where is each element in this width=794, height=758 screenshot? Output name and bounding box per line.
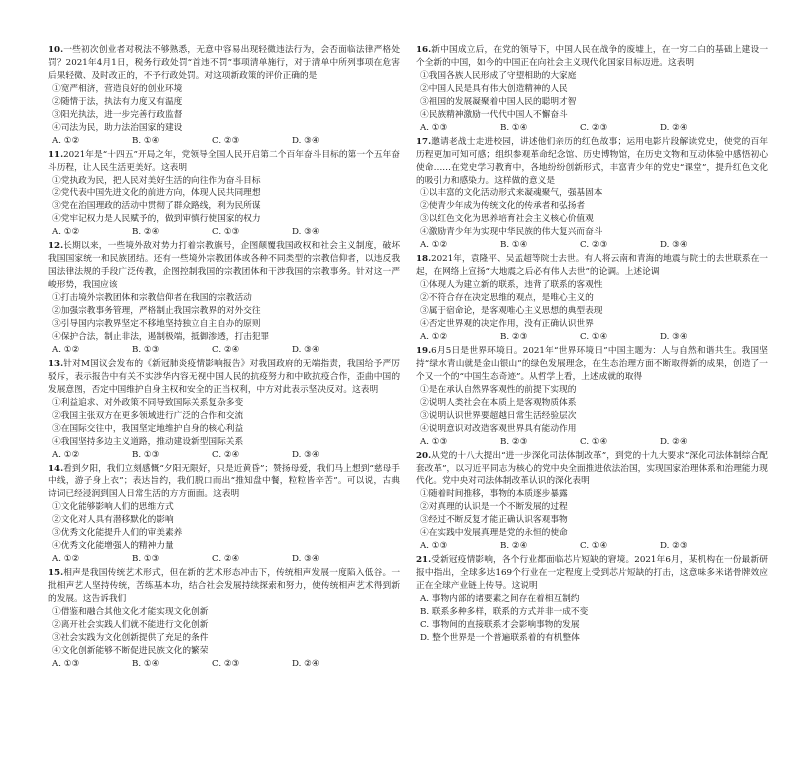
statement-option: ③以红色文化为思养培育社会主义核心价值观 xyxy=(420,214,594,225)
answer-choices xyxy=(52,344,400,357)
question-stem xyxy=(416,253,768,279)
statement-option: ④司法为民，助力法治国家的建设 xyxy=(52,122,183,133)
answer-choice: A. ①② xyxy=(52,554,80,565)
answer-choice: B. ①③ xyxy=(132,449,160,460)
answer-choices xyxy=(52,553,400,566)
statement-option: ④优秀文化能增强人的精神力量 xyxy=(52,541,174,552)
question-number: 18. xyxy=(416,254,432,265)
question-stem xyxy=(48,44,400,83)
answer-choice: B. ②④ xyxy=(500,541,528,552)
left-column xyxy=(48,44,400,672)
question-20 xyxy=(416,450,768,554)
question-number: 10. xyxy=(48,45,64,55)
answer-choice: D. ③④ xyxy=(292,449,320,460)
statement-option: ②党代表中国先进文化的前进方向，体现人民共同理想 xyxy=(52,188,261,199)
question-stem xyxy=(416,554,768,593)
question-number: 16. xyxy=(416,45,432,55)
question-number: 11. xyxy=(48,149,64,160)
answer-choice: A. ①② xyxy=(420,331,448,342)
question-18 xyxy=(416,253,768,344)
question-13 xyxy=(48,358,400,462)
statement-option: ④文化创新能够不断促进民族文化的繁荣 xyxy=(52,645,209,656)
answer-choices xyxy=(420,331,768,344)
statement-option: ②对真理的认识是一个不断发展的过程 xyxy=(420,502,568,513)
answer-choice: B. ②③ xyxy=(500,436,528,447)
question-stem xyxy=(416,44,768,70)
question-text: 相声是我国传统艺术形式，但在新的艺术形态冲击下，传统相声发展一度陷入低谷。一批相声艺人坚持传统，苦练基本功，结合社会发展持续探索和努力，使传统相声艺术得到新的发展。这告诉我们 xyxy=(48,568,400,605)
answer-choice: C. ②③ xyxy=(580,122,608,133)
statement-option: ②随情于法，执法有力度又有温度 xyxy=(52,96,183,107)
question-number: 14. xyxy=(48,463,64,474)
answer-choice: A. ①② xyxy=(420,240,448,251)
question-number: 15. xyxy=(48,568,64,579)
statement-option: ③优秀文化能提升人们的审美素养 xyxy=(52,528,183,539)
answer-choice: B. 联系多种多样，联系的方式并非一成不变 xyxy=(420,606,589,617)
answer-choice: C. ①③ xyxy=(212,227,240,238)
question-15 xyxy=(48,567,400,671)
statement-option: ①是在承认自然界客观性的前提下实现的 xyxy=(420,384,577,395)
answer-choice: D. ②④ xyxy=(660,122,688,133)
answer-choice: B. ②③ xyxy=(500,331,528,342)
question-stem xyxy=(48,149,400,175)
answer-choice: C. ②④ xyxy=(212,344,240,355)
statement-option: ①党执政为民，把人民对美好生活的向往作为奋斗目标 xyxy=(52,175,261,186)
answer-choice: D. ③④ xyxy=(660,240,688,251)
answer-choices xyxy=(420,540,768,553)
answer-choice: A. ①② xyxy=(52,344,80,355)
statement-option: ③祖国的发展凝聚着中国人民的聪明才智 xyxy=(420,96,577,107)
statement-option: ②不符合存在决定思维的观点，是唯心主义的 xyxy=(420,293,594,304)
answer-choice: B. ①③ xyxy=(132,344,160,355)
question-16 xyxy=(416,44,768,135)
statement-option: ③在国际交往中，我国坚定地维护自身的核心利益 xyxy=(52,423,244,434)
statement-option: ②我国主张双方在更多领域进行广泛的合作和交流 xyxy=(52,410,244,421)
question-text: 长期以来，一些境外敌对势力打着宗教旗号，企图颠覆我国政权和社会主义制度，破坏我国国家统一和民族团结。还有一些境外宗教团体或各种不同类型的宗教信仰者，以违反我国法律法规的手段广泛传教，企图控制我国的宗教团体和干涉我国的宗教事务。针对这一严峻形势，我国应该 xyxy=(48,241,400,291)
statement-option: ②文化对人具有潜移默化的影响 xyxy=(52,515,174,526)
answer-choice: C. ②③ xyxy=(212,135,240,146)
statement-option: ④我国坚持多边主义道路，推动建设新型国际关系 xyxy=(52,436,244,447)
question-stem xyxy=(48,463,400,502)
statement-option: ①宽严相济，营造良好的创业环境 xyxy=(52,83,183,94)
statement-option: ③社会实践为文化创新提供了充足的条件 xyxy=(52,632,209,643)
question-11 xyxy=(48,149,400,240)
answer-choice: C. 事物间的直接联系才会影响事物的发展 xyxy=(420,619,580,630)
statement-option: ④激励青少年为实现中华民族的伟大复兴而奋斗 xyxy=(420,227,603,238)
statement-option: ④说明意识对改造客观世界具有能动作用 xyxy=(420,423,577,434)
statement-option: ③引导国内宗教界坚定不移地坚持独立自主自办的原则 xyxy=(52,319,261,330)
answer-choice: B. ①③ xyxy=(132,554,160,565)
answer-choices xyxy=(52,226,400,239)
question-21 xyxy=(416,554,768,645)
statement-option: ③阳光执法，进一步完善行政监督 xyxy=(52,109,183,120)
question-text: 受新冠疫情影响，各个行业都面临芯片短缺的窘境。2021年6月，某机构在一份最新研报中指出，全球多达169个行业在一定程度上受到芯片短缺的打击，这意味多米诺骨牌效应正在全球产业链上传导。这说明 xyxy=(416,555,768,592)
answer-choice: C. ①④ xyxy=(580,331,608,342)
question-number: 19. xyxy=(416,345,432,356)
answer-choice: C. ①④ xyxy=(580,436,608,447)
answer-choice: C. ②④ xyxy=(212,554,240,565)
question-10 xyxy=(48,44,400,148)
answer-choice: D. ③④ xyxy=(292,554,320,565)
statement-option: ③属于宿命论，是客观唯心主义思想的典型表现 xyxy=(420,306,603,317)
question-text: 2021年是“十四五”开局之年，党领导全国人民开启第二个百年奋斗目标的第一个五年奋斗历程，让人民生活更美好。这表明 xyxy=(48,149,400,173)
question-stem xyxy=(416,136,768,188)
answer-choice: A. ①③ xyxy=(420,436,448,447)
answer-choice: B. ②④ xyxy=(132,227,160,238)
question-number: 20. xyxy=(416,450,432,461)
answer-choice: A. ①② xyxy=(52,227,80,238)
statement-option: ④党牢记权力是人民赋予的，做到审慎行使国家的权力 xyxy=(52,214,261,225)
answer-choice: D. ②④ xyxy=(660,436,688,447)
statement-option: ②使青少年成为传统文化的传承者和弘扬者 xyxy=(420,201,586,212)
question-stem xyxy=(48,240,400,292)
answer-choice: A. ①② xyxy=(52,449,80,460)
question-12 xyxy=(48,240,400,357)
question-stem xyxy=(416,345,768,384)
answer-choice: D. ③④ xyxy=(660,331,688,342)
answer-choice: D. ③④ xyxy=(292,135,320,146)
question-text: 看到夕阳，我们立刻感慨“夕阳无限好，只是近黄昏”；赞扬母爱，我们马上想到“慈母手中线，游子身上衣”；表达旨约，我们脱口而出“推知盘中餐，粒粒皆辛苦”。可以说，古典诗词已经浸润到国人日常生活的方方面面。这表明 xyxy=(48,463,400,500)
question-text: 2021年，袁隆平、吴孟超等院士去世。有人将云南和青海的地震与院士的去世联系在一起，在网络上宣扬“大地震之后必有伟人去世”的论调。上述论调 xyxy=(416,254,768,278)
answer-choice: A. ①③ xyxy=(52,658,80,669)
question-text: 一些初次创业者对税法不够熟悉，无意中容易出现轻微违法行为，会否面临法律严格处罚？2021年4月1日，税务行政处罚“首违不罚”事项清单施行，对于清单中所列事项在危害后果轻微、及时改正的，不予行政处罚。对这项新政策的评价正确的是 xyxy=(48,45,400,81)
statement-option: ①文化能够影响人们的思维方式 xyxy=(52,502,174,513)
question-number: 17. xyxy=(416,136,432,147)
statement-option: ①利益追求、对外政策不同导致国际关系复杂多变 xyxy=(52,397,244,408)
statement-option: ①体现人为建立新的联系，违背了联系的客观性 xyxy=(420,280,603,291)
statement-option: ②离开社会实践人们就不能进行文化创新 xyxy=(52,619,209,630)
question-19 xyxy=(416,345,768,449)
question-stem xyxy=(48,567,400,606)
statement-option: ②说明人类社会在本质上是客观物质体系 xyxy=(420,397,577,408)
statement-option: ③党在治国理政的活动中贯彻了群众路线，利为民所谋 xyxy=(52,201,261,212)
question-17 xyxy=(416,136,768,253)
answer-choices xyxy=(420,436,768,449)
right-column xyxy=(416,44,768,646)
statement-option: ④否定世界观的决定作用，没有正确认识世界 xyxy=(420,319,594,330)
answer-choice: D. ③④ xyxy=(292,344,320,355)
statement-option: ②中国人民是具有伟大创造精神的人民 xyxy=(420,83,568,94)
statement-option: ①打击境外宗教团体和宗教信仰者在我国的宗教活动 xyxy=(52,293,252,304)
question-text: 邀请老战士走进校园，讲述他们亲历的红色故事；运用电影片段解读党史，使党的百年历程更加可知可感；组织参观革命纪念馆、历史博物馆，在历史文物和互动体验中感悟初心使命……在党史学习教育中，各地纷纷创新形式，丰富青少年的党史“课堂”，提升红色文化的吸引力和感染力。这样做的意义是 xyxy=(416,136,768,186)
question-stem xyxy=(416,450,768,489)
answer-choice: A. ①③ xyxy=(420,541,448,552)
statement-option: ④在实践中发展真理是党的永恒的使命 xyxy=(420,528,568,539)
answer-choice: C. ①④ xyxy=(580,541,608,552)
question-text: 新中国成立后，在党的领导下，中国人民在战争的废墟上，在一穷二白的基础上建设一个全新的中国，如今的中国正在向社会主义现代化国家目标迈进。这表明 xyxy=(416,45,768,68)
statement-option: ④保护合法，制止非法，遏制极端，抵御渗透，打击犯罪 xyxy=(52,331,270,342)
question-number: 13. xyxy=(48,358,64,369)
question-stem xyxy=(48,358,400,397)
answer-choice: B. ①④ xyxy=(500,240,528,251)
statement-option: ①以丰富的文化活动形式来凝魂聚气，强基固本 xyxy=(420,188,603,199)
statement-option: ①我国各族人民形成了守望相助的大家庭 xyxy=(420,70,577,81)
answer-choice: A. ①② xyxy=(52,135,80,146)
answer-choice: A. ①③ xyxy=(420,122,448,133)
question-text: 针对M国议会发布的《新冠肺炎疫情影响报告》对我国政府的无端指责，我国给予严厉驳斥，表示报告中有关不实涉华内容无视中国人民的抗疫努力和中欧抗疫合作，歪曲中国的发展意图，否定中国维护自身主权和安全的正当权利，中方对此表示坚决反对。这表明 xyxy=(48,358,400,395)
answer-choice: D. ②③ xyxy=(660,541,688,552)
question-text: 6月5日是世界环境日。2021年“世界环境日”中国主题为：人与自然和谐共生。我国坚持“绿水青山就是金山银山”的绿色发展理念，在生态治理方面不断取得新的成果，创造了一个又一个的“中国生态奇迹”。从哲学上看，上述成就的取得 xyxy=(416,345,768,382)
statement-option: ③经过不断反复才能正确认识客观事物 xyxy=(420,515,568,526)
statement-option: ④民族精神激励一代代中国人不懈奋斗 xyxy=(420,109,568,120)
answer-choice: B. ①④ xyxy=(132,658,160,669)
answer-choice: C. ②③ xyxy=(580,240,608,251)
statement-option: ①借鉴和融合其他文化才能实现文化创新 xyxy=(52,606,209,617)
answer-choice: B. ①④ xyxy=(500,122,528,133)
answer-choice: C. ②③ xyxy=(212,658,240,669)
answer-choice: A. 事物内部的诸要素之间存在着相互制约 xyxy=(420,594,580,605)
statement-option: ③说明认识世界要超越日常生活经验层次 xyxy=(420,410,577,421)
question-text: 从党的十八大提出“进一步深化司法体制改革”，到党的十九大要求“深化司法体制综合配套改革”，以习近平同志为核心的党中央全面推进依法治国，实现国家治理体系和治理能力现代化。党中央对司法体制改革认识的深化表明 xyxy=(416,450,768,487)
answer-choice: C. ②④ xyxy=(212,449,240,460)
answer-choice: D. 整个世界是一个普遍联系着的有机整体 xyxy=(420,632,580,643)
statement-option: ①随着时间推移，事物的本质逐步暴露 xyxy=(420,489,568,500)
answer-choices xyxy=(52,135,400,148)
answer-choice: D. ②④ xyxy=(292,658,320,669)
answer-choices xyxy=(52,658,400,671)
answer-choices xyxy=(420,122,768,135)
question-14 xyxy=(48,463,400,567)
answer-choice: B. ①④ xyxy=(132,135,160,146)
statement-option: ②加强宗教事务管理，严格制止我国宗教界的对外交往 xyxy=(52,306,261,317)
question-number: 21. xyxy=(416,555,432,566)
answer-choices xyxy=(52,449,400,462)
question-number: 12. xyxy=(48,241,64,252)
answer-choice: D. ③④ xyxy=(292,227,320,238)
answer-choices xyxy=(420,239,768,252)
